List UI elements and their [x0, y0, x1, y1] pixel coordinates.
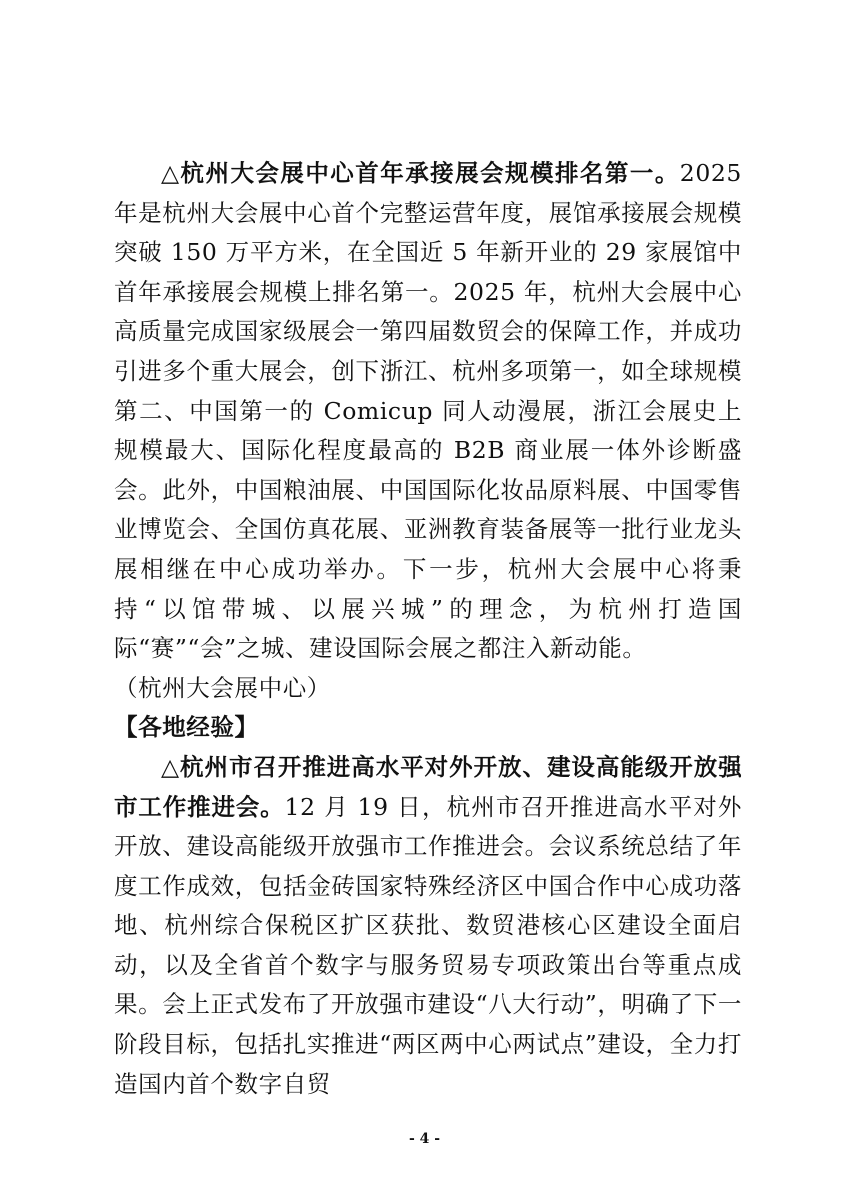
- article-heading: △杭州大会展中心首年承接展会规模排名第一。: [161, 159, 680, 187]
- article-paragraph-open-city: [114, 748, 742, 1104]
- article-paragraph-exhibition-center: [114, 154, 742, 669]
- page-number: - 4 -: [408, 1131, 441, 1147]
- document-body: [114, 154, 742, 1104]
- article-body: 2025 年是杭州大会展中心首个完整运营年度，展馆承接展会规模突破 150 万平方米，在全国近 5 年新开业的 29 家展馆中首年承接展会规模上排名第一。2025 年，杭州大会展中心高质量完成国家级展会一第四届数贸会的保障工作，并成功引进多个重大展会，创下浙江、杭州多项第一，如全球规模第二、中国第一的 Comicup 同人动漫展，浙江会展史上规模最大、国际化程度最高的 B2B 商业展一体外诊断盛会。此外，中国粮油展、中国国际化妆品原料展、中国零售业博览会、全国仿真花展、亚洲教育装备展等一批行业龙头展相继在中心成功举办。下一步，杭州大会展中心将秉持“以馆带城、以展兴城”的理念，为杭州打造国际“赛”“会”之城、建设国际会展之都注入新动能。: [114, 159, 742, 663]
- article-heading: △杭州市召开推进高水平对外开放、建设高能级开放强市工作推进会。: [114, 752, 742, 821]
- article-source: （杭州大会展中心）: [114, 673, 331, 702]
- section-heading: 【各地经验】: [114, 713, 259, 742]
- article-body: 12 月 19 日，杭州市召开推进高水平对外开放、建设高能级开放强市工作推进会。会议系统总结了年度工作成效，包括金砖国家特殊经济区中国合作中心成功落地、杭州综合保税区扩区获批、数贸港核心区建设全面启动，以及全省首个数字与服务贸易专项政策出台等重点成果。会上正式发布了开放强市建设“八大行动”，明确了下一阶段目标，包括扎实推进“两区两中心两试点”建设，全力打造国内首个数字自贸: [114, 792, 742, 1098]
